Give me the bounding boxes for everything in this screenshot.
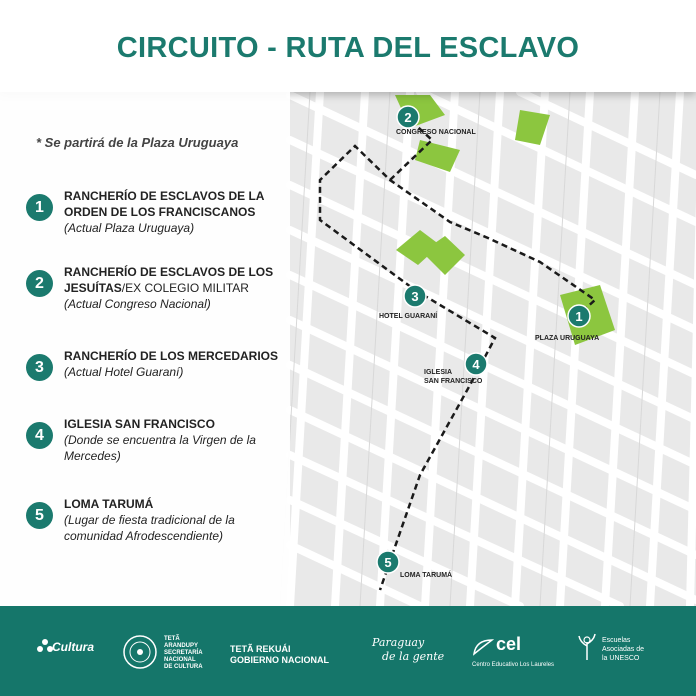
label-congreso-nacional: CONGRESO NACIONAL (396, 129, 476, 136)
page-title: CIRCUITO - RUTA DEL ESCLAVO (116, 32, 580, 64)
item-title: IGLESIA SAN FRANCISCO (64, 417, 215, 431)
label-plaza-uruguaya: PLAZA URUGUAYA (535, 335, 600, 342)
marker-2 (397, 106, 419, 128)
tree-icon (576, 632, 598, 662)
footer: Cultura TETÃ ARANDUPY SECRETARÍA NACIONAL DE CULTURA TETÃ REKUÁI GOBIERNO NACIONAL Paraguay de la gente cel Centro Educativo Los Laureles Escuelas Asociadas de la UNESCO (0, 606, 696, 696)
gobierno-nacional-logo: TETÃ REKUÁI GOBIERNO NACIONAL (230, 644, 329, 665)
item-title-extra: /EX COLEGIO MILITAR (121, 281, 249, 295)
item-subtitle: (Actual Plaza Uruguaya) (64, 221, 195, 235)
leaf-icon (472, 638, 494, 656)
seal-icon (122, 634, 158, 670)
start-note: * Se partirá de la Plaza Uruguaya (36, 135, 239, 150)
marker-1 (568, 305, 590, 327)
header (0, 0, 696, 92)
item-subtitle: (Actual Hotel Guaraní) (64, 365, 184, 379)
label-san-francisco: SAN FRANCISCO (424, 378, 483, 385)
item-title: LOMA TARUMÁ (64, 497, 154, 511)
number-badge: 4 (26, 422, 53, 449)
paraguay-de-la-gente-logo: Paraguay de la gente (372, 636, 445, 663)
item-subtitle: (Actual Congreso Nacional) (64, 297, 211, 311)
number-badge: 1 (26, 194, 53, 221)
marker-3 (404, 285, 426, 307)
svg-text:3: 3 (411, 289, 419, 304)
number-badge: 3 (26, 354, 53, 381)
item-subtitle: (Donde se encuentra la Virgen de la Mercedes) (64, 433, 256, 463)
svg-text:1: 1 (575, 309, 583, 324)
item-title: RANCHERÍO DE ESCLAVOS DE LA ORDEN DE LOS FRANCISCANOS (64, 189, 265, 219)
label-hotel-guarani: HOTEL GUARANÍ (379, 313, 438, 320)
item-title: RANCHERÍO DE ESCLAVOS DE LOS JESUÍTAS (64, 265, 274, 295)
marker-4 (465, 353, 487, 375)
svg-text:2: 2 (404, 110, 412, 125)
item-title: RANCHERÍO DE LOS MERCEDARIOS (64, 349, 279, 363)
svg-text:4: 4 (472, 357, 480, 372)
marker-5 (377, 551, 399, 573)
number-badge: 2 (26, 270, 53, 297)
number-badge: 5 (26, 502, 53, 529)
label-loma-taruma: LOMA TARUMÁ (400, 572, 453, 579)
svg-text:5: 5 (384, 555, 392, 570)
label-iglesia: IGLESIA (424, 369, 453, 376)
item-subtitle: (Lugar de fiesta tradicional de la comunidad Afrodescendiente) (64, 513, 235, 543)
